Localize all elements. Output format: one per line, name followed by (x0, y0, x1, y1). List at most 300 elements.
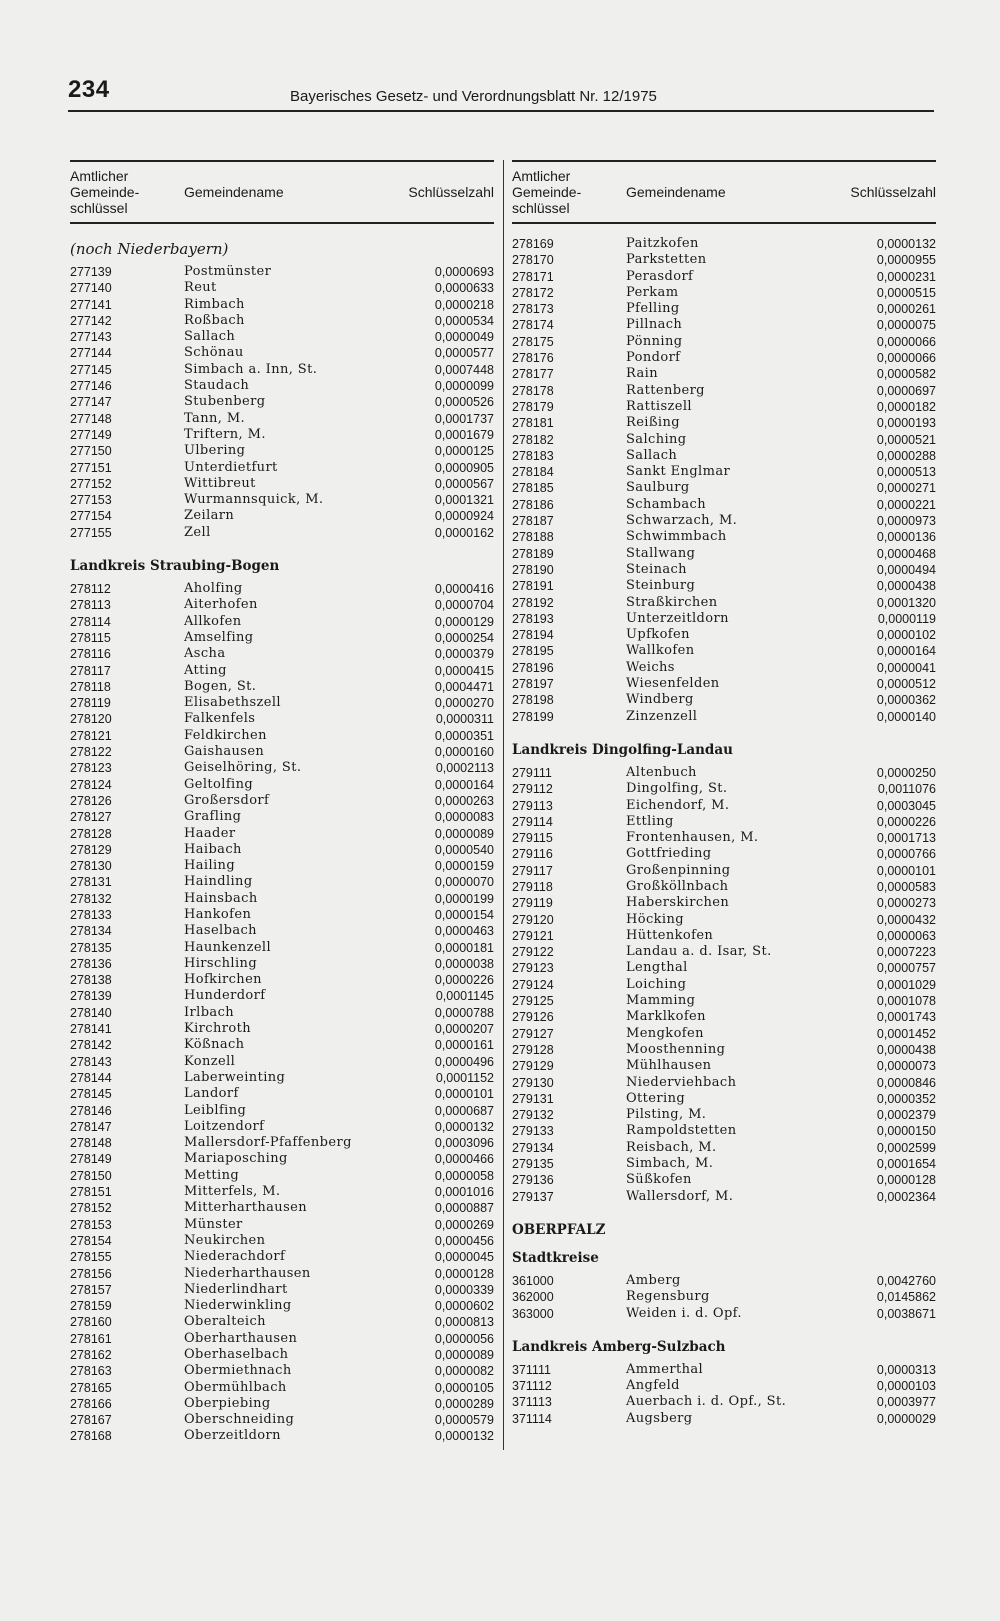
table-row (70, 614, 494, 630)
table-row (512, 863, 936, 879)
municipality-key: 278129 (70, 842, 112, 857)
municipality-key: 277151 (70, 460, 112, 475)
municipality-name: Niederlindhart (184, 1281, 288, 1297)
municipality-key: 277148 (70, 411, 112, 426)
table-row (70, 345, 494, 361)
key-figure: 0,0011076 (877, 782, 936, 797)
section-title: Stadtkreise (512, 1249, 599, 1266)
municipality-key: 278168 (70, 1429, 112, 1444)
key-figure: 0,0000182 (876, 399, 936, 414)
key-figure: 0,0000955 (876, 253, 936, 268)
key-figure: 0,0000128 (434, 1266, 494, 1281)
key-figure: 0,0000515 (876, 285, 936, 300)
key-figure: 0,0001737 (434, 411, 494, 426)
table-row (70, 940, 494, 956)
table-row (70, 1005, 494, 1021)
key-figure: 0,0000140 (876, 709, 936, 724)
municipality-key: 277150 (70, 444, 112, 459)
table-row (70, 1428, 494, 1444)
key-figure: 0,0000273 (876, 896, 936, 911)
key-figure: 0,0000512 (876, 677, 936, 692)
municipality-key: 279111 (512, 765, 552, 780)
municipality-key: 278175 (512, 334, 554, 349)
municipality-name: Straßkirchen (626, 594, 718, 610)
key-figure: 0,0000099 (434, 379, 494, 394)
table-row (512, 595, 936, 611)
key-figure: 0,0001321 (434, 493, 494, 508)
table-row (70, 972, 494, 988)
table-rule-top (512, 160, 936, 162)
municipality-key: 371113 (512, 1395, 552, 1410)
municipality-key: 278198 (512, 693, 554, 708)
municipality-key: 278147 (70, 1119, 112, 1134)
municipality-name: Zeilarn (184, 508, 235, 524)
key-figure: 0,0000058 (434, 1168, 494, 1183)
municipality-key: 279113 (512, 798, 553, 813)
table-row (70, 858, 494, 874)
municipality-name: Haibach (184, 841, 242, 857)
municipality-key: 278112 (70, 582, 111, 597)
municipality-key: 278185 (512, 481, 554, 496)
municipality-name: Laberweinting (184, 1069, 286, 1085)
municipality-key: 279120 (512, 912, 554, 927)
municipality-key: 278122 (70, 745, 112, 760)
table-row (70, 597, 494, 613)
table-row (512, 1156, 936, 1172)
municipality-name: Hankofen (184, 906, 252, 922)
municipality-name: Saulburg (626, 480, 690, 496)
key-figure: 0,0000526 (434, 395, 494, 410)
municipality-key: 279130 (512, 1075, 554, 1090)
key-figure: 0,0000254 (434, 630, 494, 645)
key-figure: 0,0000788 (434, 1005, 494, 1020)
municipality-key: 278161 (70, 1331, 112, 1346)
key-figure: 0,0000261 (876, 302, 936, 317)
municipality-name: Aholfing (184, 581, 243, 597)
table-row (512, 1123, 936, 1139)
key-figure: 0,0001145 (435, 989, 494, 1004)
key-figure: 0,0001029 (876, 977, 936, 992)
table-row (512, 709, 936, 725)
table-row (512, 546, 936, 562)
table-row (70, 492, 494, 508)
table-row (512, 301, 936, 317)
municipality-key: 277155 (70, 525, 112, 540)
key-figure: 0,0000066 (876, 334, 936, 349)
key-figure: 0,0000415 (434, 663, 494, 678)
key-figure: 0,0000132 (434, 1119, 494, 1134)
table-row (512, 480, 936, 496)
municipality-name: Niederwinkling (184, 1298, 292, 1314)
municipality-key: 278139 (70, 989, 112, 1004)
municipality-key: 279127 (512, 1026, 554, 1041)
municipality-name: Moosthenning (626, 1041, 726, 1057)
municipality-name: Steinburg (626, 578, 696, 594)
municipality-key: 278150 (70, 1168, 112, 1183)
municipality-name: Unterzeitldorn (626, 610, 729, 626)
municipality-name: Upfkofen (626, 627, 690, 643)
key-figure: 0,0000218 (434, 297, 494, 312)
municipality-key: 279114 (512, 814, 553, 829)
table-row (512, 1140, 936, 1156)
municipality-key: 278143 (70, 1054, 112, 1069)
municipality-key: 278197 (512, 677, 554, 692)
municipality-key: 278145 (70, 1087, 112, 1102)
municipality-key: 278151 (70, 1185, 112, 1200)
key-figure: 0,0000089 (434, 826, 494, 841)
key-figure: 0,0000704 (434, 598, 494, 613)
key-figure: 0,0000181 (434, 940, 494, 955)
table-row (70, 646, 494, 662)
municipality-name: Hüttenkofen (626, 927, 714, 943)
table-row (512, 1009, 936, 1025)
value-header: Schlüsselzahl (850, 184, 936, 200)
municipality-name: Lengthal (626, 960, 688, 976)
table-row (512, 676, 936, 692)
municipality-name: Auerbach i. d. Opf., St. (626, 1394, 787, 1410)
municipality-name: Kirchroth (184, 1021, 251, 1037)
municipality-key: 277143 (70, 330, 112, 345)
municipality-name: Landorf (184, 1086, 239, 1102)
key-header (512, 168, 581, 216)
municipality-name: Mariaposching (184, 1151, 288, 1167)
municipality-key: 278183 (512, 448, 554, 463)
key-figure: 0,0000150 (876, 1124, 936, 1139)
municipality-key: 278120 (70, 712, 112, 727)
municipality-name: Geiselhöring, St. (184, 760, 302, 776)
page-number: 234 (68, 76, 110, 103)
municipality-key: 277146 (70, 379, 112, 394)
municipality-name: Neukirchen (184, 1232, 266, 1248)
table-row (512, 513, 936, 529)
table-row (512, 912, 936, 928)
municipality-name: Sankt Englmar (626, 464, 731, 480)
key-figure: 0,0000082 (434, 1364, 494, 1379)
municipality-name: Weichs (626, 659, 675, 675)
key-figure: 0,0000070 (434, 875, 494, 890)
table-row (512, 960, 936, 976)
municipality-key: 371112 (512, 1379, 552, 1394)
key-figure: 0,0000583 (876, 879, 936, 894)
table-row (70, 1151, 494, 1167)
municipality-name: Rattenberg (626, 382, 705, 398)
municipality-key: 277139 (70, 265, 112, 279)
table-row (512, 660, 936, 676)
table-row (70, 1217, 494, 1233)
municipality-name: Tann, M. (184, 410, 246, 426)
table-row (512, 1026, 936, 1042)
municipality-name: Mühlhausen (626, 1058, 712, 1074)
municipality-key: 278113 (70, 598, 111, 613)
table-row (512, 350, 936, 366)
table-row (70, 411, 494, 427)
municipality-name: Geltolfing (184, 776, 254, 792)
table-row (70, 1282, 494, 1298)
municipality-key: 278130 (70, 859, 112, 874)
key-figure: 0,0000463 (434, 924, 494, 939)
key-figure: 0,0000540 (434, 842, 494, 857)
municipality-key: 278127 (70, 810, 112, 825)
table-row (70, 460, 494, 476)
municipality-name: Zell (184, 524, 211, 540)
municipality-name: Perkam (626, 284, 679, 300)
table-row (512, 1075, 936, 1091)
table-row (70, 728, 494, 744)
municipality-name: Oberschneiding (184, 1412, 295, 1428)
table-row (70, 744, 494, 760)
key-figure: 0,0000129 (434, 614, 494, 629)
table-rule-bottom (70, 222, 494, 224)
key-figure: 0,0000132 (434, 1429, 494, 1444)
municipality-key: 278187 (512, 514, 554, 529)
table-row (512, 383, 936, 399)
key-figure: 0,0000697 (876, 383, 936, 398)
municipality-name: Schönau (184, 345, 244, 361)
municipality-name: Stallwang (626, 545, 696, 561)
municipality-key: 278181 (512, 416, 554, 431)
table-row (512, 928, 936, 944)
key-figure: 0,0000352 (876, 1091, 936, 1106)
municipality-key: 278123 (70, 761, 112, 776)
municipality-name: Obermühlbach (184, 1379, 287, 1395)
municipality-name: Irlbach (184, 1004, 235, 1020)
key-figure: 0,0000438 (876, 1042, 936, 1057)
municipality-key: 278148 (70, 1136, 112, 1151)
municipality-name: Niederviehbach (626, 1074, 737, 1090)
key-figure: 0,0000164 (434, 777, 494, 792)
municipality-key: 278195 (512, 644, 554, 659)
table-row (70, 874, 494, 890)
municipality-key: 278196 (512, 660, 554, 675)
municipality-key: 277152 (70, 476, 112, 491)
municipality-name: Pondorf (626, 350, 681, 366)
municipality-name: Rattiszell (626, 398, 692, 414)
key-figure: 0,0000101 (876, 863, 936, 878)
key-figure: 0,0000226 (876, 814, 936, 829)
key-figure: 0,0000351 (434, 728, 494, 743)
municipality-name: Allkofen (184, 613, 242, 629)
table-row (70, 1412, 494, 1428)
municipality-name: Simbach, M. (626, 1156, 714, 1172)
table-row (70, 679, 494, 695)
municipality-name: Augsberg (626, 1410, 693, 1426)
right-table-body (512, 236, 936, 1427)
key-figure: 0,0000379 (434, 647, 494, 662)
table-row (512, 529, 936, 545)
key-figure: 0,0000162 (434, 525, 494, 540)
municipality-name: Niederachdorf (184, 1249, 286, 1265)
municipality-key: 278191 (512, 579, 554, 594)
municipality-name: Amselfing (184, 629, 254, 645)
municipality-key: 279121 (512, 928, 554, 943)
column-header (512, 168, 936, 222)
municipality-key: 277154 (70, 509, 112, 524)
table-row (70, 280, 494, 296)
municipality-key: 279131 (512, 1091, 554, 1106)
municipality-name: Haindling (184, 874, 253, 890)
municipality-name: Amberg (626, 1272, 681, 1288)
table-row (512, 1306, 936, 1322)
table-row (70, 427, 494, 443)
table-row (512, 798, 936, 814)
key-figure: 0,0000633 (434, 281, 494, 296)
table-row (512, 1273, 936, 1289)
municipality-name: Oberpiebing (184, 1395, 271, 1411)
municipality-key: 371114 (512, 1411, 552, 1426)
key-figure: 0,0000567 (434, 476, 494, 491)
column-divider (503, 160, 504, 1450)
key-figure: 0,0000103 (876, 1379, 936, 1394)
key-figure: 0,0000846 (876, 1075, 936, 1090)
key-figure: 0,0000207 (434, 1022, 494, 1037)
table-rule-bottom (512, 222, 936, 224)
key-figure: 0,0000602 (434, 1299, 494, 1314)
name-header: Gemeindename (626, 184, 726, 200)
municipality-key: 278116 (70, 647, 111, 662)
municipality-key: 278193 (512, 611, 554, 626)
table-row (512, 692, 936, 708)
table-rule-top (70, 160, 494, 162)
municipality-key: 278157 (70, 1282, 112, 1297)
table-row (70, 378, 494, 394)
key-figure: 0,0000416 (434, 582, 494, 597)
municipality-name: Hailing (184, 858, 236, 874)
table-row (512, 1172, 936, 1188)
key-figure: 0,0002379 (876, 1108, 936, 1123)
municipality-name: Eichendorf, M. (626, 797, 730, 813)
table-row (70, 891, 494, 907)
key-header-line: Amtlicher (512, 168, 571, 184)
key-figure: 0,0000577 (434, 346, 494, 361)
table-row (70, 711, 494, 727)
municipality-name: Hofkirchen (184, 972, 262, 988)
municipality-key: 278153 (70, 1217, 112, 1232)
key-figure: 0,0000160 (434, 745, 494, 760)
table-row (512, 1091, 936, 1107)
municipality-name: Niederharthausen (184, 1265, 311, 1281)
table-row (70, 1249, 494, 1265)
key-figure: 0,0000289 (434, 1396, 494, 1411)
municipality-key: 278119 (70, 696, 111, 711)
table-row (70, 362, 494, 378)
table-row (70, 443, 494, 459)
municipality-name: Oberalteich (184, 1314, 266, 1330)
municipality-key: 278166 (70, 1396, 112, 1411)
municipality-key: 279129 (512, 1059, 554, 1074)
table-row (512, 611, 936, 627)
municipality-key: 279135 (512, 1157, 554, 1172)
municipality-name: Mallersdorf-Pfaffenberg (184, 1135, 352, 1151)
municipality-name: Sallach (626, 447, 678, 463)
table-row (70, 777, 494, 793)
table-row (70, 988, 494, 1004)
municipality-name: Postmünster (184, 264, 272, 279)
table-row (512, 765, 936, 781)
municipality-name: Aiterhofen (184, 597, 258, 613)
key-figure: 0,0000270 (434, 696, 494, 711)
table-row (70, 1363, 494, 1379)
municipality-key: 278114 (70, 614, 111, 629)
key-figure: 0,0000513 (876, 465, 936, 480)
municipality-name: Dingolfing, St. (626, 781, 728, 797)
municipality-key: 278138 (70, 973, 112, 988)
municipality-key: 278170 (512, 253, 554, 268)
municipality-key: 278134 (70, 924, 112, 939)
municipality-name: Pönning (626, 333, 683, 349)
municipality-name: Konzell (184, 1053, 236, 1069)
municipality-key: 277149 (70, 427, 112, 442)
key-figure: 0,0000766 (876, 847, 936, 862)
key-figure: 0,0000924 (434, 509, 494, 524)
key-figure: 0,0001078 (876, 994, 936, 1009)
table-row (70, 842, 494, 858)
municipality-key: 278167 (70, 1413, 112, 1428)
municipality-key: 278154 (70, 1233, 112, 1248)
key-figure: 0,0002364 (876, 1189, 936, 1204)
municipality-key: 278177 (512, 367, 554, 382)
key-figure: 0,0000521 (876, 432, 936, 447)
municipality-key: 277145 (70, 362, 112, 377)
key-figure: 0,0000973 (876, 514, 936, 529)
municipality-key: 278118 (70, 679, 111, 694)
table-row (70, 394, 494, 410)
table-row (512, 781, 936, 797)
table-row (70, 793, 494, 809)
municipality-key: 277147 (70, 395, 112, 410)
table-row (70, 1070, 494, 1086)
table-row (512, 895, 936, 911)
key-figure: 0,0000193 (876, 416, 936, 431)
key-figure: 0,0000226 (434, 973, 494, 988)
key-figure: 0,0145862 (876, 1290, 936, 1305)
table-row (512, 830, 936, 846)
municipality-key: 278186 (512, 497, 554, 512)
municipality-key: 278159 (70, 1299, 112, 1314)
municipality-key: 278124 (70, 777, 112, 792)
municipality-key: 278171 (512, 269, 554, 284)
table-row (70, 1298, 494, 1314)
key-figure: 0,0000128 (876, 1173, 936, 1188)
key-figure: 0,0000313 (876, 1362, 936, 1377)
municipality-key: 278131 (70, 875, 112, 890)
municipality-key: 279128 (512, 1042, 554, 1057)
table-row (512, 846, 936, 862)
key-figure: 0,0000164 (876, 644, 936, 659)
table-row (512, 334, 936, 350)
municipality-name: Weiden i. d. Opf. (626, 1305, 742, 1321)
key-figure: 0,0000339 (434, 1282, 494, 1297)
municipality-name: Oberzeitldorn (184, 1428, 281, 1444)
municipality-name: Schwarzach, M. (626, 513, 738, 529)
table-row (512, 977, 936, 993)
municipality-key: 279115 (512, 831, 553, 846)
table-row (70, 1396, 494, 1412)
municipality-key: 279116 (512, 847, 553, 862)
table-row (70, 826, 494, 842)
table-row (512, 252, 936, 268)
table-row (70, 508, 494, 524)
table-row (512, 285, 936, 301)
table-row (70, 760, 494, 776)
municipality-key: 278192 (512, 595, 554, 610)
table-row (70, 1168, 494, 1184)
municipality-name: Steinach (626, 561, 687, 577)
municipality-name: Zinzenzell (626, 708, 698, 724)
table-row (512, 415, 936, 431)
municipality-key: 279136 (512, 1173, 554, 1188)
key-figure: 0,0000269 (434, 1217, 494, 1232)
table-row (70, 581, 494, 597)
